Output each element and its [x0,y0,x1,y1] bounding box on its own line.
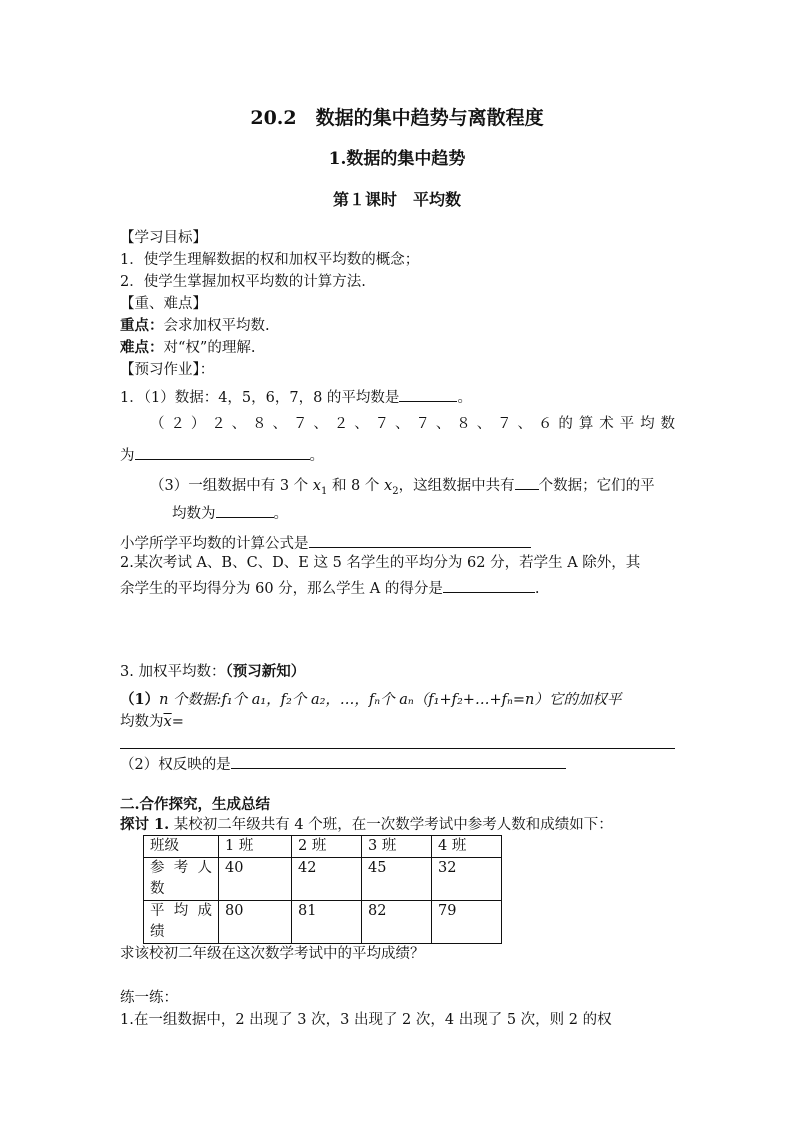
row-label-line: 平均成 [150,903,212,919]
question-3-heading [120,662,675,682]
question-2-text: 余学生的平均得分为 60 分，那么学生 A 的得分是 [120,581,443,597]
row-label-line: 参考人 [150,860,212,876]
question-1-2: （２）２、８、７、２、７、７、８、７、６的算术平均数 [150,416,675,432]
question-1-1 [120,386,675,408]
table-cell: 42 [292,858,362,901]
section-subtitle: 1.数据的集中趋势 [328,149,466,169]
table-row-label [144,901,219,944]
answer-blank-1[interactable] [399,386,457,402]
question-1-2-answer [120,444,675,466]
table-cell: 81 [292,901,362,944]
question-1-3-answer [172,502,672,524]
question-3-2 [120,753,675,775]
answer-blank-6[interactable] [443,577,535,593]
question-3-1 [120,690,675,710]
table-header-cell: 2 班 [292,836,362,858]
table-cell: 32 [432,858,502,901]
explore-1 [120,815,675,835]
answer-blank-2[interactable] [135,444,310,460]
table-header-cell: 班级 [144,836,219,858]
question-1-2-end: 。 [309,448,324,464]
question-3-1-number: （1） [120,691,160,708]
formula-text: 小学所学平均数的计算公式是 [120,536,309,552]
var-x1: x [312,478,321,494]
question-1-3: （3）一组数据中有 3 个 $x_1$ 和 8 个 $x_2$，这组数据中共有 个数据；它们的平 [150,474,675,502]
table-header-cell: 3 班 [362,836,432,858]
question-3-1-cont [120,712,675,732]
table-header-cell: 1 班 [219,836,292,858]
table-header-cell: 4 班 [432,836,502,858]
table-cell: 80 [219,901,292,944]
practice-1: 1.在一组数据中，2 出现了 3 次，3 出现了 2 次，4 出现了 5 次，则 2 的权 [120,1012,612,1028]
question-1-3-text-d: 个数据；它们的平 [538,478,655,494]
page-title: 20.2 数据的集中趋势与离散程度 [250,107,544,129]
explore-label: 探讨 1. [120,816,170,833]
question-3-1-text-b: f₁个 a₁，f₂个 a₂，…，fₙ个 aₙ（f₁+f₂+…+fₙ=n）它的加权平 [221,692,622,708]
question-3-1-text-a: n 个数据: [159,692,222,708]
lesson-title: 第１课时 平均数 [332,190,461,209]
answer-blank-4[interactable] [216,502,274,518]
question-1-3-end: 。 [273,506,288,522]
answer-line-1[interactable] [120,748,675,749]
table-row-label [144,858,219,901]
table-row [144,858,502,901]
row-label-line: 绩 [150,924,165,940]
question-1-1-end: 。 [457,390,472,406]
key-text: 会求加权平均数. [163,318,270,334]
question-1-3-text-a: （3）一组数据中有 3 个 [150,478,309,494]
question-2-line-1: 2.某次考试 A、B、C、D、E 这 5 名学生的平均分为 62 分，若学生 A 除外，其 [120,555,641,571]
answer-blank-3[interactable] [515,474,539,490]
hard-label: 难点： [120,339,164,356]
table-question: 求该校初二年级在这次数学考试中的平均成绩？ [120,946,425,962]
var-x2: x [384,478,393,494]
goal-2: 2．使学生掌握加权平均数的计算方法. [120,274,366,290]
question-1-3-text-b: 和 8 个 [331,478,380,494]
question-3-label: 3. 加权平均数： [120,664,226,680]
question-1-3-prefix: 均数为 [172,506,216,522]
xbar-symbol: $\overline{x}$ [163,714,172,730]
question-2-end: . [534,581,540,597]
equals-sign: = [171,714,184,730]
table-cell: 40 [219,858,292,901]
table-cell: 79 [432,901,502,944]
grades-table [143,835,502,944]
goals-heading: 【学习目标】 [120,230,207,246]
table-cell: 82 [362,901,432,944]
row-label-line: 数 [150,881,165,897]
explore-text: 某校初二年级共有 4 个班，在一次数学考试中参考人数和成绩如下： [173,817,613,833]
keypoints-heading: 【重、难点】 [120,296,207,312]
question-3-tag: （预习新知） [225,663,306,680]
preview-heading: 【预习作业】： [120,362,215,378]
table-cell: 45 [362,858,432,901]
section-2-heading: 二.合作探究，生成总结 [120,796,271,813]
hard-point [120,338,675,358]
question-1-1-text: 1．（1）数据：4，5，6，7，8 的平均数是 [120,390,400,406]
question-2-line-2 [120,577,675,599]
question-3-2-text: （2）权反映的是 [120,757,231,773]
key-label: 重点： [120,317,164,334]
question-3-1-prefix: 均数为 [120,714,164,730]
answer-blank-5[interactable] [309,532,531,548]
question-1-2-prefix: 为 [120,448,135,464]
table-row [144,836,502,858]
hard-text: 对“权”的理解. [163,340,256,356]
practice-heading: 练一练： [120,990,178,1006]
question-1-3-text-c: ，这组数据中共有 [398,478,515,494]
answer-blank-7[interactable] [231,753,566,769]
goal-1: 1．使学生理解数据的权和加权平均数的概念； [120,252,420,268]
table-row [144,901,502,944]
key-point [120,316,675,336]
formula-question [120,532,675,554]
